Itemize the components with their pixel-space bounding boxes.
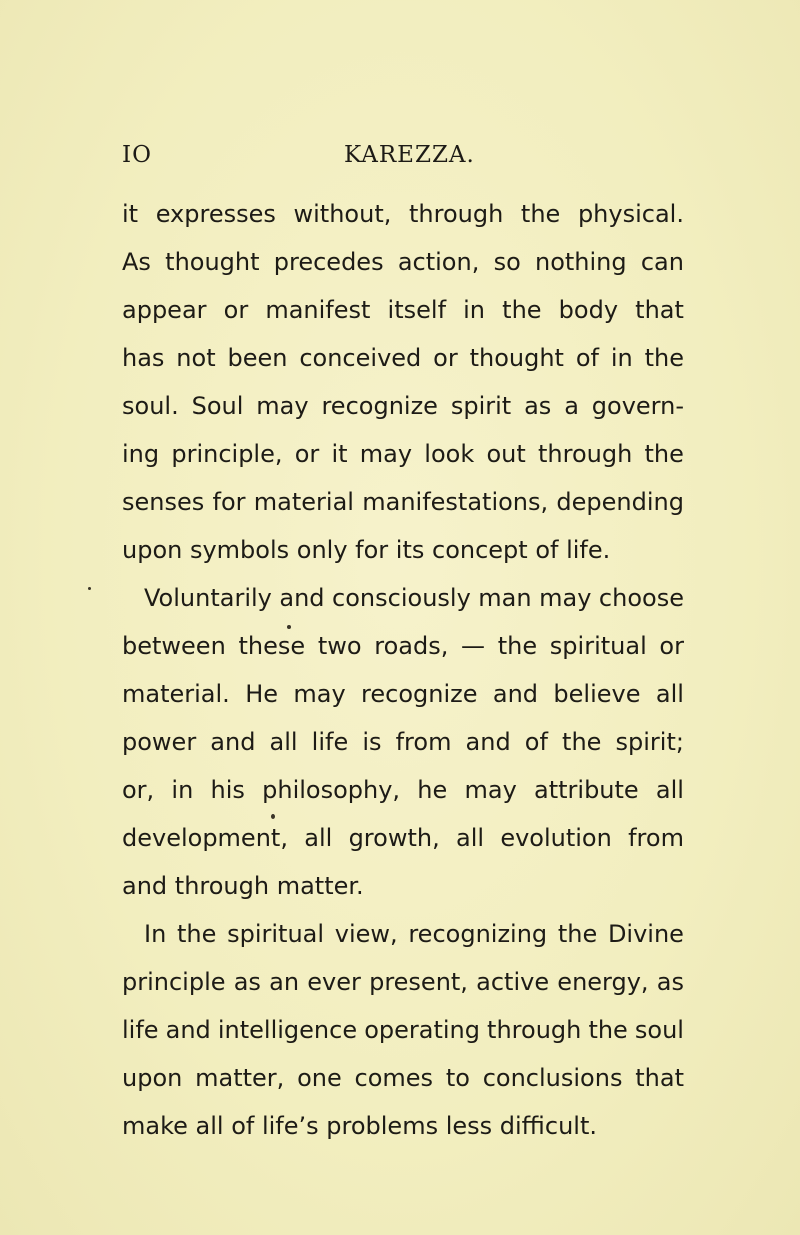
text-line bbox=[122, 247, 684, 295]
text-line bbox=[122, 1015, 684, 1063]
line-text: soul. Soul may recognize spirit as a govern- bbox=[122, 392, 684, 420]
line-text: between these two roads, — the spiritual or bbox=[122, 632, 684, 660]
text-line bbox=[122, 295, 684, 343]
text-line bbox=[122, 535, 684, 583]
ink-speck bbox=[287, 625, 291, 629]
line-text: material. He may recognize and believe all bbox=[122, 680, 684, 708]
line-text: power and all life is from and of the spirit; bbox=[122, 728, 684, 756]
running-head bbox=[122, 142, 682, 176]
text-line bbox=[122, 919, 684, 967]
line-text: or, in his philosophy, he may attribute all bbox=[122, 776, 684, 804]
ink-speck bbox=[88, 587, 91, 590]
line-text: it expresses without, through the physical. bbox=[122, 200, 684, 228]
text-line bbox=[122, 1111, 684, 1159]
text-line bbox=[122, 583, 684, 631]
text-line bbox=[122, 343, 684, 391]
line-text: senses for material manifestations, depending bbox=[122, 488, 684, 516]
line-text: appear or manifest itself in the body that bbox=[122, 296, 684, 324]
text-line bbox=[122, 631, 684, 679]
text-line bbox=[122, 487, 684, 535]
text-line bbox=[122, 1063, 684, 1111]
text-line bbox=[122, 679, 684, 727]
text-line bbox=[122, 391, 684, 439]
body-text bbox=[122, 199, 684, 1159]
text-line bbox=[122, 199, 684, 247]
line-text: principle as an ever present, active energy, as bbox=[122, 968, 684, 996]
line-text: ing principle, or it may look out through the bbox=[122, 440, 684, 468]
line-text: In the spiritual view, recognizing the Divine bbox=[144, 920, 684, 948]
text-line bbox=[122, 871, 684, 919]
ink-speck bbox=[271, 814, 275, 819]
running-title: KAREZZA. bbox=[344, 142, 475, 168]
text-line bbox=[122, 823, 684, 871]
text-line bbox=[122, 775, 684, 823]
text-line bbox=[122, 439, 684, 487]
line-text: As thought precedes action, so nothing can bbox=[122, 248, 684, 276]
text-line bbox=[122, 967, 684, 1015]
line-text: development, all growth, all evolution from bbox=[122, 824, 684, 852]
line-text: upon symbols only for its concept of life. bbox=[122, 536, 611, 564]
line-text: Voluntarily and consciously man may choose bbox=[144, 584, 684, 612]
line-text: make all of life’s problems less difficult. bbox=[122, 1112, 597, 1140]
text-line bbox=[122, 727, 684, 775]
page-number: IO bbox=[122, 142, 152, 168]
line-text: life and intelligence operating through the soul bbox=[122, 1016, 684, 1044]
line-text: and through matter. bbox=[122, 872, 364, 900]
line-text: upon matter, one comes to conclusions that bbox=[122, 1064, 684, 1092]
line-text: has not been conceived or thought of in the bbox=[122, 344, 684, 372]
